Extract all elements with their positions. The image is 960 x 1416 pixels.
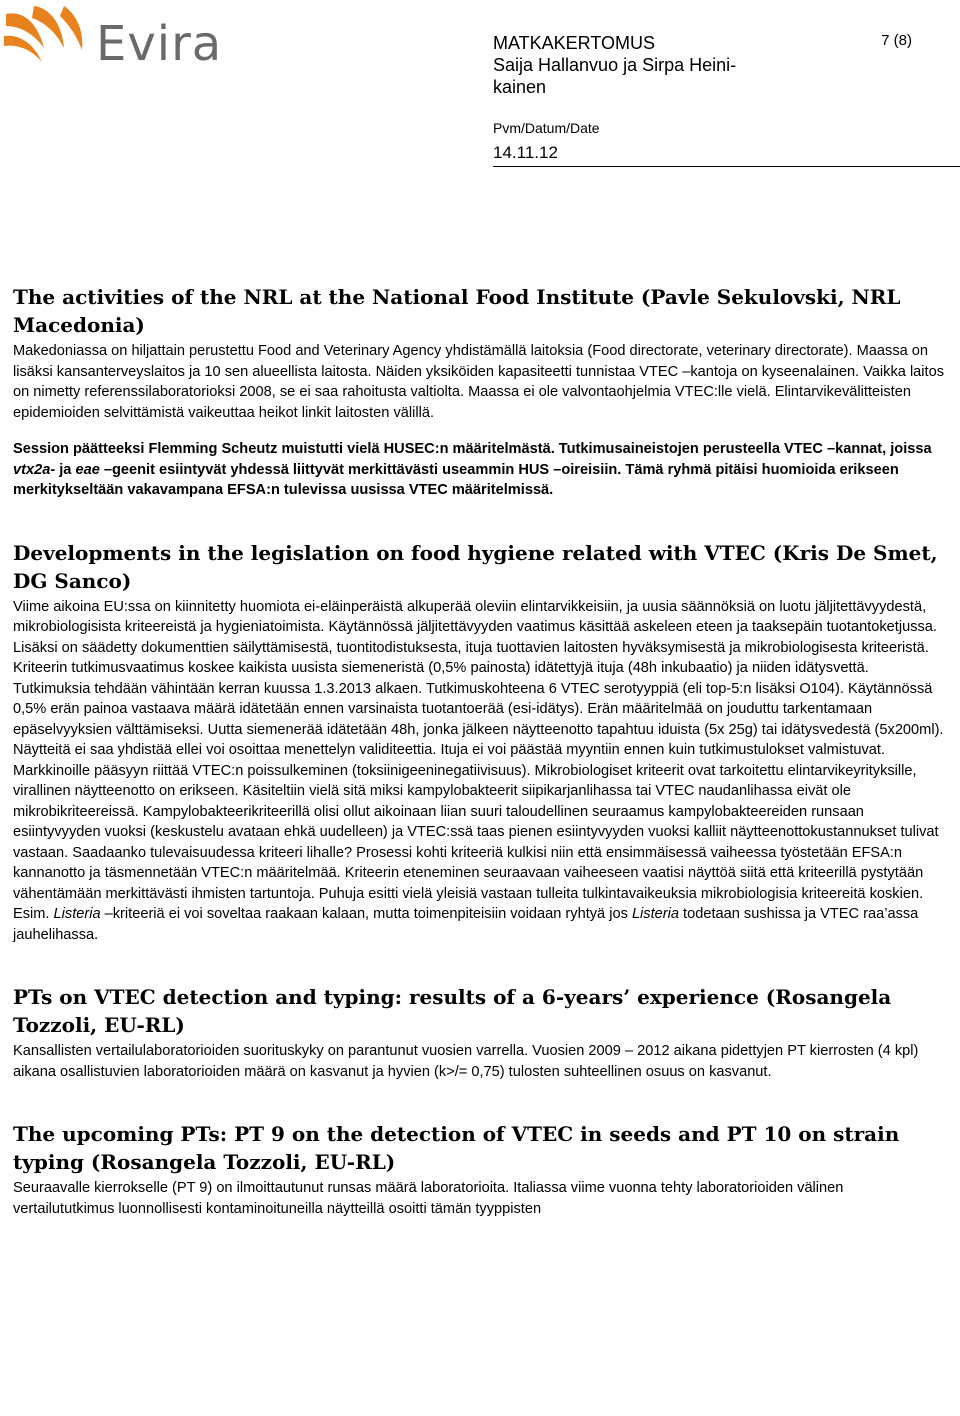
document-date: 14.11.12 <box>493 143 558 162</box>
paragraph-nrl-macedonia: Makedoniassa on hiljattain perustettu Food and Veterinary Agency yhdistämällä laitoksia (Food directorate, veterinary directorate). Maassa on lisäksi kansanterveyslaitos ja 10 sen alueellista laitosta. Näiden yksiköiden kapasiteetti tunnistaa VTEC –kantoja on kyseenalainen. Vaikka laitos on nimetty referenssilaboratorioksi 2008, se ei saa rahoitusta valtiolta. Maassa ei ole valvontaohjelmia VTEC:lle vielä. Elintarvikevälitteisten epidemioiden selvittämistä vaikeuttaa heikot linkit laitosten välillä. <box>13 343 945 421</box>
paragraph-pt-results: Kansallisten vertailulaboratorioiden suorituskyky on parantunut vuosien varrella. Vuosien 2009 – 2012 aikana pidettyjen PT kierrosten (4 kpl) aikana osallistuvien laboratorioiden määrä on kasvanut ja hyvien (k>/= 0,75) tulosten suhteellinen osuus on kasvanut. <box>13 1043 919 1080</box>
paragraph-upcoming-pts: Seuraavalle kierrokselle (PT 9) on ilmoittautunut runsas määrä laboratorioita. Italiassa viime vuonna tehty laboratorioiden välinen vertailututkimus luonnollisesti kontaminoituneilla näytteillä osoitti tämän tyyppisten <box>13 1180 844 1217</box>
date-label: Pvm/Datum/Date <box>493 120 600 136</box>
document-title: MATKAKERTOMUS <box>493 33 656 53</box>
paragraph-husec-summary: Session päätteeksi Flemming Scheutz muistutti vielä HUSEC:n määritelmästä. Tutkimusaineistojen perusteella VTEC –kannat, joissa vtx2a- ja eae –geenit esiintyvät yhdessä liittyvät merkittävästi useammin HUS –oireisiin. Tämä ryhmä pitäisi huomioida erikseen merkitykseltään vakavampana EFSA:n tulevissa uusissa VTEC määritelmissä. <box>13 441 932 498</box>
document-authors: Saija Hallanvuo ja Sirpa Heini-kainen <box>493 55 737 97</box>
evira-logo <box>4 4 234 78</box>
section-heading-pt-results: PTs on VTEC detection and typing: results of a 6-years’ experience (Rosangela Tozzoli, EU-RL) <box>13 985 892 1037</box>
section-heading-nrl-macedonia: The activities of the NRL at the National Food Institute (Pavle Sekulovski, NRL Macedonia) <box>13 285 901 337</box>
logo-wordmark: Evira <box>96 16 223 72</box>
page-number: 7 (8) <box>881 32 912 49</box>
section-heading-legislation: Developments in the legislation on food hygiene related with VTEC (Kris De Smet, DG Sanco) <box>13 540 938 593</box>
page-header <box>0 0 960 170</box>
wheat-icon <box>4 4 99 78</box>
document-body <box>13 283 948 1219</box>
section-heading-upcoming-pts: The upcoming PTs: PT 9 on the detection of VTEC in seeds and PT 10 on strain typing (Rosangela Tozzoli, EU-RL) <box>13 1122 900 1174</box>
header-divider <box>493 166 960 167</box>
paragraph-legislation: Viime aikoina EU:ssa on kiinnitetty huomiota ei-eläinperäistä alkuperää oleviin elintarvikkeisiin, ja uusia säännöksiä on luotu jäljitettävyydestä, mikrobiologisista kriteereistä ja hygieniatoimista. Käytännössä jäljitettävyyden vaatimus käsittää askeleen eteen ja taaksepäin tuotantoketjussa. Lisäksi on säädetty dokumenttien säilyttämisestä, tuontitodistuksesta, ituja tuottavien laitosten hyväksymisestä ja mikrobiologisesta kriteeristä. Kriteerin tutkimusvaatimus koskee kaikista uusista siemeneristä (0,5% painosta) idätettyjä ituja (48h inkubaatio) ja niiden idätysvettä. Tutkimuksia tehdään vähintään kerran kuussa 1.3.2013 alkaen. Tutkimuskohteena 6 VTEC serotyyppiä (eli top-5:n lisäksi O104). Käytännössä 0,5% erän painoa vastaava määrä idätetään ennen varsinaista tuotantoerää (esi-idätys). Erän määritelmää on jouduttu tarkentamaan epäselvyyksien välttämiseksi. Uutta siemenerää idätetään 48h, jonka jälkeen näytteenotto tapahtuu iduista (5x 25g) tai idätysvedestä (5x200ml). Näytteitä ei saa yhdistää ellei voi osoittaa menettelyn validiteettia. Ituja ei voi päästää myyntiin ennen kuin tutkimustulokset valmistuvat. Markkinoille pääsyyn riittää VTEC:n poissulkeminen (toksiinigeeninegatiivisuus). Mikrobiologiset kriteerit ovat tarkoitettu elintarvikeyrityksille, virallinen näytteenotto on erikseen. Käsiteltiin vielä sitä miksi kampylobakteerit siipikarjanlihassa tai VTEC naudanlihassa eivät ole mikrobikriteereissä. Kampylobakteerikriteerillä olisi ollut aikoinaan liian suuri taloudellinen seuraamus kampylobakteereiden runsaan esiintyvyyden vuoksi (keskustelu avataan ehkä uudelleen) ja VTEC:ssä taas pienen esiintyvyyden vuoksi kalliit näytteenottokustannukset tulivat vastaan. Saadaanko tulevaisuudessa kriteeri lihalle? Prosessi kohti kriteeriä kulkisi niin että ensimmäisessä vaiheessa työstetään EFSA:n kannanotto ja täsmennetään VTEC:n määritelmää. Kriteerin eteneminen seuraavaan vaiheeseen vaatisi näyttöä siitä että kriteerillä pystytään vähentämään merkittävästi ihmisten tartuntoja. Puhuja esitti vielä yleisiä vastaan tulleita tulkintavaikeuksia mikrobiologisia kriteereitä koskien. Esim. Listeria –kriteeriä ei voi soveltaa raakaan kalaan, mutta toimenpiteisiin voidaan ryhtyä jos Listeria todetaan sushissa ja VTEC raa’assa jauhelihassa. <box>13 598 944 943</box>
